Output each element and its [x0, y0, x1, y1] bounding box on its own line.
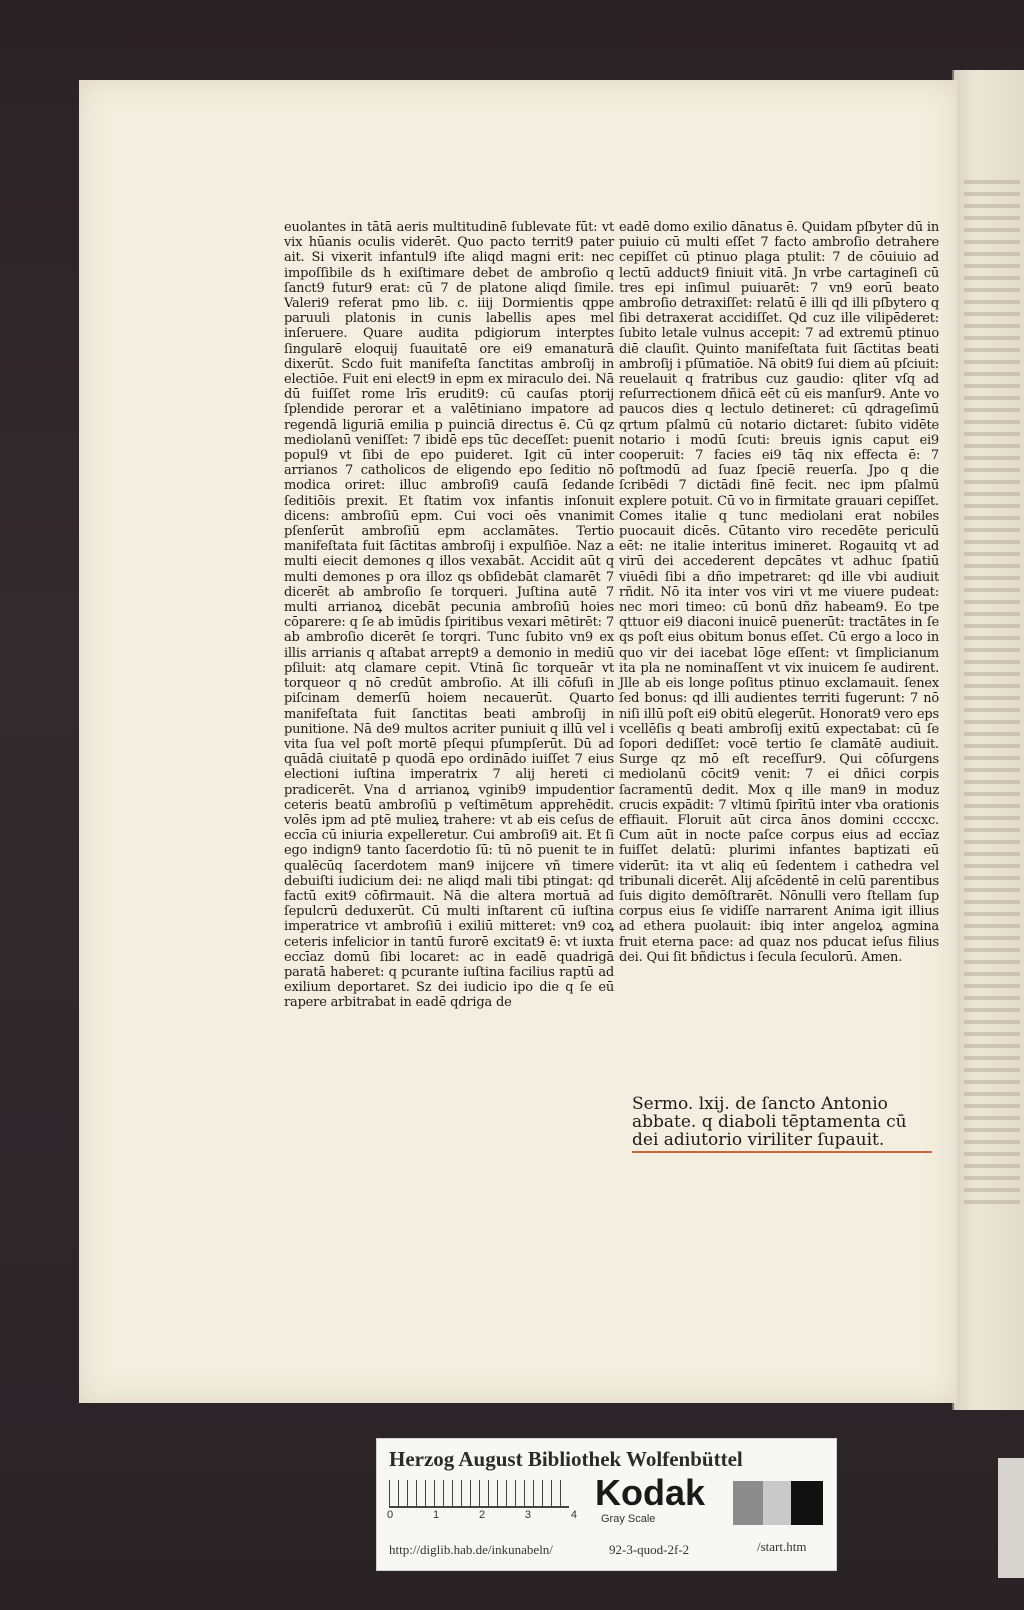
right-column-text: eadē domo exilio dānatus ē. Quidam pſbyter dū in puiuio cū multi eſſet 7 facto ambroſio detrahere cepiſſet cū ptinuo plaga ptulit: 7 de cōuiuio ad lectū adduct9 finiuit vitā. Jn vrbe cartagineſi cū tres epi inſimul puiuarēt: 7 vn9 eorū beato ambroſio detraxiſſet: relatū ē illi qd illi pſbytero q ſibi detraxerat accidiſſet. Qd cuz ille vilipēderet: ſubito letale vulnus accepit: 7 ad extremū ptinuo diē clauſit. Quinto manifeſtata fuit ſāctitas beati ambroſij i pſūmatiōe. Nā obit9 ſui diem aū pſciuit: reuelauit q fratribus cuz gaudio: qliter vſq ad reſurrectionem dñicā eēt cū eis manſur9. Ante vo paucos dies q lectulo detineret: cū qdrageſimū qrtum pſalmū cū notario dictaret: ſubito vidēte notario i modū ſcuti: breuis ignis caput ei9 cooperuit: 7 facies ei9 tāq nix effecta ē: 7 poſtmodū ad ſuaz ſpeciē reuerſa. Jpo q die ſcribēdi 7 dictādi finē fecit. nec ipm pſalmū explere potuit. Cū vo in firmitate grauari cepiſſet. Comes italie q tunc mediolani erat nobiles puocauit dicēs. Cūtanto viro recedēte periculū eēt: ne italie interitus imineret. Rogauitq vt ad virū dei accederent depcātes vt adhuc ſpatiū viuēdi ſibi a dño impetraret: qd ille vbi audiuit rñdit. Nō ita inter vos viri vt me viuere pudeat: nec mori timeo: cū bonū dñz habeam9. Eo tpe qttuor ei9 diaconi inuicē puenerūt: tractātes in ſe qs poſt eius obitum bonus eſſet. Cū ergo a loco in quo vir dei iacebat lōge eſſent: vt ſimplicianum ita pla ne nominaſſent vt vix inuicem ſe audirent. Jlle ab eis longe poſitus ptinuo exclamauit. ſenex ſed bonus: qd illi audientes territi fugerunt: 7 nō niſi illū poſt ei9 obitū elegerūt. Honorat9 vero eps vcellēſis q beati ambroſij exitū expectabat: cū ſe ſopori dediſſet: vocē tertio ſe clamātē audiuit. Surge qz mō eſt receſſur9. Qui cōſurgens mediolanū cōcit9 venit: 7 ei dñici corpis ſacramentū dedit. Mox q ille man9 in moduz crucis expādit: 7 vltimū ſpirītū inter vba orationis effiauit. Floruit aūt circa ānos domini ccccxc. Cum aūt in nocte paſce corpus eius ad eccīaz fuiſſet delatū: plurimi infantes baptizati eū viderūt: ita vt aliq eū ſedentem i cathedra vel tribunali dicerēt. Alij aſcēdentē in celū parentibus ſuis digito demōſtrarēt. Nōnulli vero ſtellam ſup corpus eius ſe vidiſſe narrarent Anima igit illius ad ethera puolauit: ibiq inter angeloꝝ agmina fruit eterna pace: ad quaz nos pducat ieſus filius dei. Qui ſit bñdictus i ſecula ſeculorū. Amen.	[619, 220, 939, 965]
ruler-label: 1	[432, 1509, 440, 1521]
sermon-heading-text: Sermo. lxij. de ſancto Antonio abbate. q diaboli tēptamenta cū dei adiutorio viriliter ſupauit.	[632, 1094, 907, 1150]
ruler-label: 0	[387, 1509, 394, 1521]
ruler-labels	[387, 1509, 577, 1521]
text-column-left	[284, 220, 614, 1011]
sermon-heading	[632, 1095, 932, 1153]
library-title: Herzog August Bibliothek Wolfenbüttel	[389, 1447, 743, 1471]
gray-swatch-black	[791, 1481, 823, 1525]
left-column-text: euolantes in tātā aeris multitudinē ſublevate fūt: vt vix hūanis oculis viderēt. Quo pacto territ9 pater ait. Si vixerit infantul9 iſte aliqd magni erit: nec impoſſibile ds h exiſtimare debet de ambroſio q ſanct9 futur9 erat: cū 7 de platone aliqd ſimile. Valeri9 referat pmo lib. c. iiij Dormientis qppe paruuli platonis in cunis labellis apes mel inſeruere. Quare audita pdigiorum interptes ſingularē eloquij ſuauitatē ore ei9 emanaturā dixerūt. Scdo fuit manifeſta ſanctitas ambroſij in electiōe. Fuit eni elect9 in epm ex miraculo dei. Nā dū fuiſſet rome lrīs erudit9: cū cauſas ptorij ſplendide perorar et a valētiniano impatore ad regendā liguriā emilia p puinciā directus ē. Cū qz mediolanū veniſſet: 7 ibidē eps tūc deceſſet: puenit popul9 vt ſibi de epo puideret. Igit cū inter arrianos 7 catholicos de eligendo epo ſeditio nō modica oriret: illuc ambroſi9 cauſā ſedande ſeditiōis prexit. Et ſtatim vox infantis inſonuit dicens: ambroſiū epm. Cui voci oēs vnanimit pſenſerūt ambroſiū epm acclamātes. Tertio manifeſtata fuit ſāctitas ambroſij i expulſiōe. Naz a multi eiecit demones q illos vexabāt. Accidit aūt q multi demones p ora illoz qs obſidebāt clamarēt 7 dicerēt ab ambroſio ſe torqueri. Juſtina autē 7 multi arrianoꝝ dicebāt pecunia ambroſiū hoies cōparere: q ſe ab imūdis ſpiritibus vexari mētirēt: 7 ab ambroſio dicerēt ſe torqri. Tunc ſubito vn9 ex illis arrianis q aſtabat arrept9 a demonio in mediū pſiluit: atq clamare cepit. Vtinā ſic torqueār vt torqueor q nō credūt ambroſio. At illi cōfuſi in piſcinam demerſū hoiem necauerūt. Quarto manifeſtata fuit ſanctitas beati ambroſij in punitione. Nā de9 multos acriter puniuit q illū vel i vita ſua vel poſt mortē pſequi pſumpſerūt. Dū ad quādā ciuitatē p quodā epo ordinādo iuiſſet 7 eius electioni iuſtina imperatrix 7 alij hereti ci pradicerēt. Vna d arrianoꝝ vginib9 impudentior ceteris beatū ambroſiū p veſtimētum apprehēdit. volēs ipm ad ptē mulieꝝ trahere: vt ab eis ceſus de eccīa cū iniuria expelleretur. Cui ambroſi9 ait. Et ſi ego indign9 tanto ſacerdotio ſū: tū nō puenit te in qualēcūq ſacerdotem man9 inijcere vñ timere debuiſti iudicium dei: ne aliqd mali tibi ptingat: qd factū exit9 cōfirmauit. Nā die altera mortuā ad ſepulcrū deduxerūt. Cū multi inſtarent cū iuſtina imperatrice vt ambroſiū i exiliū mitteret: vn9 coꝝ ceteris infelicior in tantū furorē excitat9 ē: vt iuxta eccīaz domū ſibi locaret: ac in eadē quadrigā paratā haberet: q pcurante iuſtina facilius raptū ad exilium deportaret. Sz dei iudicio ipo die q ſe eū rapere arbitrabat in eadē qdriga de	[284, 220, 614, 1011]
shelfmark-id: 92-3-quod-2f-2	[609, 1542, 690, 1557]
ruler-label: 3	[524, 1509, 532, 1521]
gray-swatch-light	[763, 1481, 791, 1525]
scale-ruler	[389, 1480, 569, 1508]
scan-edge-strip	[998, 1458, 1024, 1578]
adjacent-leaf-text	[964, 180, 1020, 1210]
heading-underline	[632, 1151, 932, 1153]
color-calibration-card	[376, 1438, 837, 1571]
ruler-label: 2	[478, 1509, 486, 1521]
text-column-right	[619, 220, 939, 965]
start-page-link: /start.htm	[757, 1539, 807, 1554]
kodak-logo: Kodak	[595, 1472, 706, 1513]
gray-swatch-mid	[733, 1481, 763, 1525]
grayscale-label: Gray Scale	[601, 1513, 656, 1525]
ruler-label: 4	[570, 1509, 577, 1521]
incunable-page	[79, 80, 957, 1403]
adjacent-leaf-edge	[952, 70, 1024, 1410]
library-url: http://diglib.hab.de/inkunabeln/	[389, 1542, 553, 1557]
